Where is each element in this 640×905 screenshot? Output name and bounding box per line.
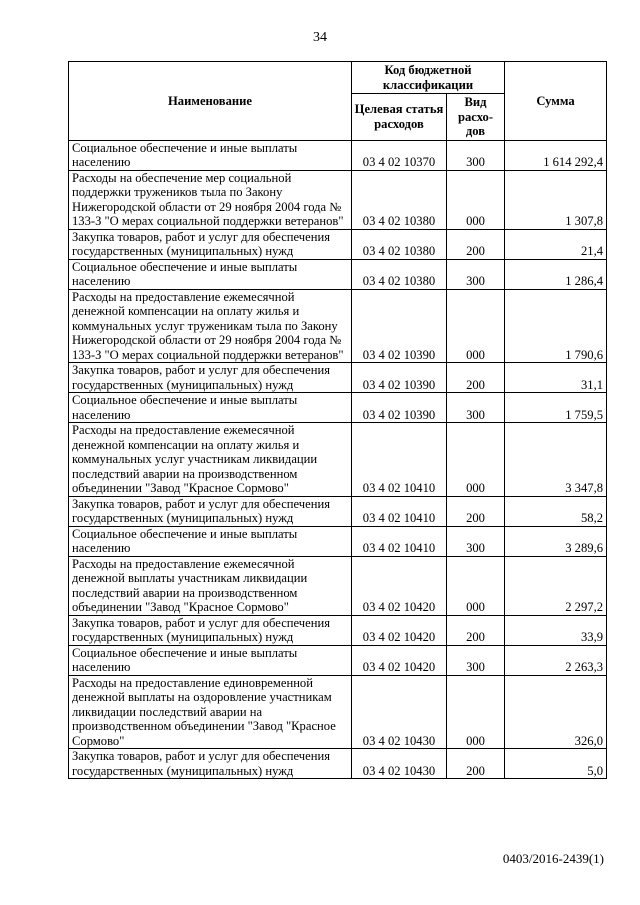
row-sum: 326,0	[505, 675, 607, 749]
row-target-code: 03 4 02 10390	[352, 393, 447, 423]
table-row	[69, 229, 607, 259]
row-name: Социальное обеспечение и иные выплаты населению	[69, 645, 352, 675]
row-name: Закупка товаров, работ и услуг для обеспечения государственных (муниципальных) нужд	[69, 229, 352, 259]
row-sum: 1 614 292,4	[505, 140, 607, 170]
row-sum: 1 790,6	[505, 289, 607, 363]
row-name: Закупка товаров, работ и услуг для обеспечения государственных (муниципальных) нужд	[69, 496, 352, 526]
row-sum: 58,2	[505, 496, 607, 526]
row-target-code: 03 4 02 10390	[352, 363, 447, 393]
row-expense-type: 000	[447, 675, 505, 749]
budget-table	[68, 61, 607, 779]
table-row	[69, 496, 607, 526]
row-expense-type: 200	[447, 496, 505, 526]
table-body	[69, 140, 607, 779]
row-sum: 33,9	[505, 615, 607, 645]
header-sum: Сумма	[505, 62, 607, 141]
row-target-code: 03 4 02 10380	[352, 229, 447, 259]
row-target-code: 03 4 02 10390	[352, 289, 447, 363]
table-row	[69, 289, 607, 363]
row-expense-type: 300	[447, 393, 505, 423]
row-sum: 3 347,8	[505, 423, 607, 497]
row-sum: 1 286,4	[505, 259, 607, 289]
table-row	[69, 526, 607, 556]
table-row	[69, 749, 607, 779]
row-expense-type: 000	[447, 289, 505, 363]
row-target-code: 03 4 02 10410	[352, 526, 447, 556]
header-expense-type: Вид расхо-дов	[447, 94, 505, 141]
row-target-code: 03 4 02 10430	[352, 749, 447, 779]
row-sum: 5,0	[505, 749, 607, 779]
row-target-code: 03 4 02 10380	[352, 170, 447, 229]
table-row	[69, 645, 607, 675]
row-expense-type: 000	[447, 423, 505, 497]
header-target-article: Целевая статья расходов	[352, 94, 447, 141]
row-sum: 1 759,5	[505, 393, 607, 423]
row-expense-type: 000	[447, 170, 505, 229]
table-row	[69, 423, 607, 497]
table-row	[69, 615, 607, 645]
row-expense-type: 300	[447, 259, 505, 289]
document-code: 0403/2016-2439(1)	[502, 851, 604, 866]
table-row	[69, 140, 607, 170]
row-name: Расходы на предоставление ежемесячной денежной выплаты участникам ликвидации последствий аварии на производственном объединении "Завод "Красное Сормово"	[69, 556, 352, 615]
row-target-code: 03 4 02 10420	[352, 556, 447, 615]
row-expense-type: 000	[447, 556, 505, 615]
row-target-code: 03 4 02 10420	[352, 615, 447, 645]
row-expense-type: 200	[447, 749, 505, 779]
row-target-code: 03 4 02 10380	[352, 259, 447, 289]
table-row	[69, 259, 607, 289]
row-target-code: 03 4 02 10410	[352, 496, 447, 526]
row-sum: 2 297,2	[505, 556, 607, 615]
row-sum: 2 263,3	[505, 645, 607, 675]
row-sum: 21,4	[505, 229, 607, 259]
row-expense-type: 200	[447, 363, 505, 393]
row-target-code: 03 4 02 10410	[352, 423, 447, 497]
row-name: Социальное обеспечение и иные выплаты населению	[69, 393, 352, 423]
table-row	[69, 363, 607, 393]
row-name: Расходы на предоставление ежемесячной денежной компенсации на оплату жилья и коммунальных услуг участникам ликвидации последствий аварии на производственном объединении "Завод "Красное Сормово"	[69, 423, 352, 497]
row-name: Закупка товаров, работ и услуг для обеспечения государственных (муниципальных) нужд	[69, 615, 352, 645]
row-expense-type: 200	[447, 229, 505, 259]
row-sum: 1 307,8	[505, 170, 607, 229]
row-expense-type: 200	[447, 615, 505, 645]
row-sum: 3 289,6	[505, 526, 607, 556]
row-name: Расходы на предоставление единовременной денежной выплаты на оздоровление участникам ликвидации последствий аварии на производственном объединении "Завод "Красное Сормово"	[69, 675, 352, 749]
header-name: Наименование	[69, 62, 352, 141]
row-target-code: 03 4 02 10420	[352, 645, 447, 675]
row-name: Расходы на предоставление ежемесячной денежной компенсации на оплату жилья и коммунальных услуг труженикам тыла по Закону Нижегородской области от 29 ноября 2004 года № 133-З "О мерах социальной поддержки ветеранов"	[69, 289, 352, 363]
row-target-code: 03 4 02 10430	[352, 675, 447, 749]
row-name: Закупка товаров, работ и услуг для обеспечения государственных (муниципальных) нужд	[69, 749, 352, 779]
row-expense-type: 300	[447, 526, 505, 556]
table-row	[69, 170, 607, 229]
table-row	[69, 675, 607, 749]
header-budget-classification: Код бюджетной классификации	[352, 62, 505, 94]
table-row	[69, 556, 607, 615]
table-row	[69, 393, 607, 423]
row-name: Расходы на обеспечение мер социальной поддержки тружеников тыла по Закону Нижегородской области от 29 ноября 2004 года № 133-З "О мерах социальной поддержки ветеранов"	[69, 170, 352, 229]
row-expense-type: 300	[447, 645, 505, 675]
row-name: Социальное обеспечение и иные выплаты населению	[69, 140, 352, 170]
row-name: Закупка товаров, работ и услуг для обеспечения государственных (муниципальных) нужд	[69, 363, 352, 393]
row-target-code: 03 4 02 10370	[352, 140, 447, 170]
row-name: Социальное обеспечение и иные выплаты населению	[69, 526, 352, 556]
row-expense-type: 300	[447, 140, 505, 170]
page-number: 34	[313, 30, 327, 45]
row-sum: 31,1	[505, 363, 607, 393]
row-name: Социальное обеспечение и иные выплаты населению	[69, 259, 352, 289]
